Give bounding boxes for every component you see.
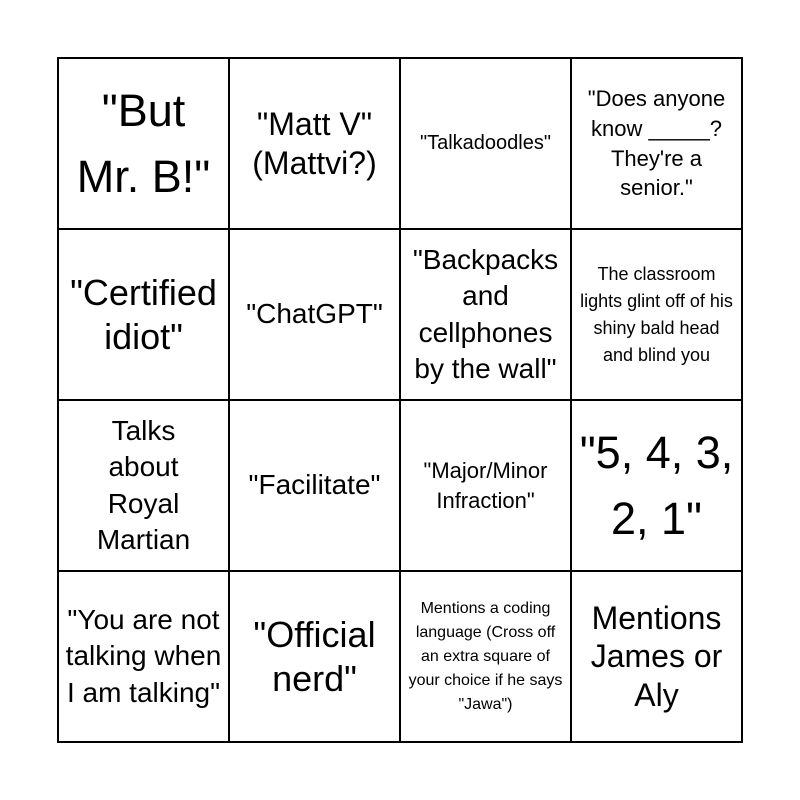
bingo-cell[interactable] <box>400 571 571 742</box>
cell-text: Mentions James or Aly <box>590 599 723 713</box>
cell-text: "Certified idiot" <box>70 272 217 357</box>
bingo-cell[interactable] <box>58 229 229 400</box>
cell-text: Mentions a coding language (Cross off an extra square of your choice if he says "Jawa") <box>408 599 563 713</box>
bingo-cell[interactable] <box>229 58 400 229</box>
cell-text: "Does anyone know _____? They're a senior." <box>587 86 726 201</box>
bingo-cell[interactable] <box>58 571 229 742</box>
bingo-cell[interactable] <box>229 229 400 400</box>
cell-text: "Matt V" (Mattvi?) <box>252 106 377 181</box>
bingo-cell[interactable] <box>571 58 742 229</box>
bingo-board <box>57 57 743 743</box>
bingo-cell[interactable] <box>400 58 571 229</box>
cell-text: The classroom lights glint off of his shiny bald head and blind you <box>580 263 733 365</box>
bingo-cell[interactable] <box>58 400 229 571</box>
cell-text: "Facilitate" <box>248 469 381 501</box>
cell-text: "You are not talking when I am talking" <box>65 603 222 708</box>
cell-text: "5, 4, 3, 2, 1" <box>579 427 734 544</box>
cell-text: "Backpacks and cellphones by the wall" <box>412 243 559 384</box>
cell-text: "ChatGPT" <box>246 298 383 330</box>
bingo-cell[interactable] <box>571 400 742 571</box>
bingo-cell[interactable] <box>571 571 742 742</box>
bingo-cell[interactable] <box>58 58 229 229</box>
bingo-cell[interactable] <box>229 571 400 742</box>
bingo-cell[interactable] <box>400 400 571 571</box>
cell-text: "Official nerd" <box>253 614 376 699</box>
cell-text: Talks about Royal Martian <box>96 414 191 555</box>
bingo-cell[interactable] <box>229 400 400 571</box>
bingo-cell[interactable] <box>571 229 742 400</box>
bingo-cell[interactable] <box>400 229 571 400</box>
cell-text: "Major/Minor Infraction" <box>423 457 548 513</box>
cell-text: "But Mr. B!" <box>76 85 211 202</box>
cell-text: "Talkadoodles" <box>420 132 551 154</box>
